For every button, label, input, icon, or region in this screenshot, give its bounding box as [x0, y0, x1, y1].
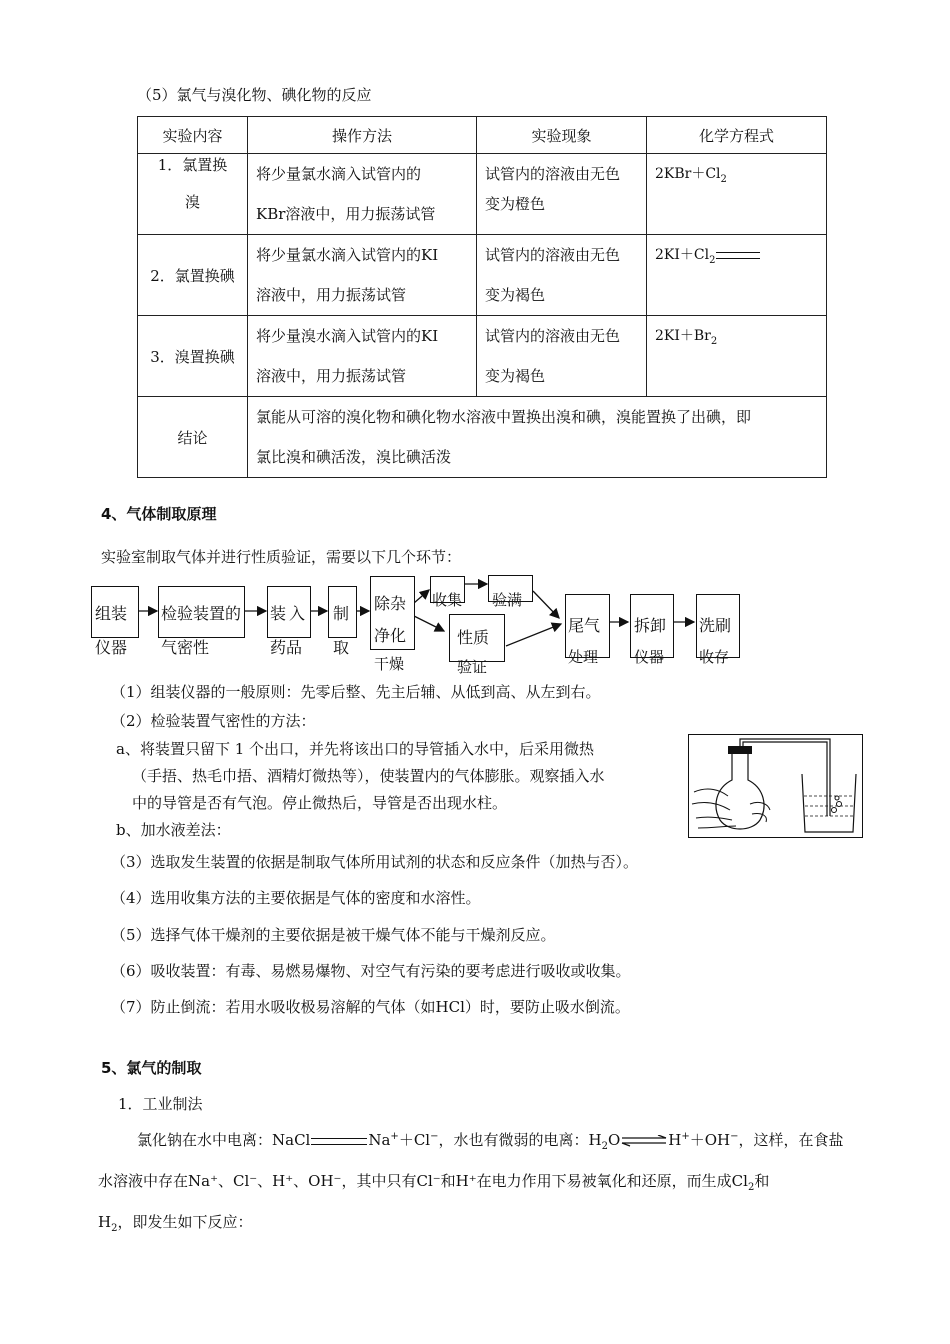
cell-text: 变为褐色	[485, 367, 546, 385]
cell-text: 溶液中，用力振荡试管	[256, 367, 407, 385]
point-2: （2）检验装置气密性的方法：	[111, 712, 316, 730]
flow-label: 仪器	[95, 638, 128, 657]
heading-4: 4、气体制取原理	[101, 505, 217, 523]
flow-label: 验满	[492, 591, 523, 609]
flow-label: 净化	[374, 626, 407, 645]
section-title: （5）氯气与溴化物、碘化物的反应	[137, 86, 372, 104]
cell-text: 1．氯置换	[157, 156, 228, 174]
point-2a-line3: 中的导管是否有气泡。停止微热后，导管是否出现水柱。	[132, 794, 508, 812]
cell-text: 试管内的溶液由无色	[485, 165, 621, 183]
cell-text: 3．溴置换碘	[150, 347, 235, 366]
flow-label: 洗刷	[699, 616, 732, 635]
equals-sign	[716, 252, 760, 259]
equation: $2KI+Cl_2$	[655, 235, 818, 275]
cell-text: 变为褐色	[485, 286, 546, 304]
cell-text: 溴	[184, 193, 200, 211]
flow-label: 装入	[270, 604, 309, 623]
table-header: 实验内容	[138, 117, 248, 154]
flow-label: 尾气	[568, 616, 601, 635]
table-header-row	[138, 117, 827, 154]
flow-label: 除杂	[374, 594, 407, 613]
flow-label: 药品	[270, 638, 303, 657]
flow-label: 制	[333, 604, 350, 623]
flow-label: 取	[333, 638, 350, 657]
intro-text: 实验室制取气体并进行性质验证，需要以下几个环节：	[101, 548, 462, 566]
flow-label: 收存	[699, 648, 730, 666]
point-3: （3）选取发生装置的依据是制取气体所用试剂的状态和反应条件（加热与否）。	[111, 853, 639, 871]
point-2a-line1: a、将装置只留下 1 个出口，并先将该出口的导管插入水中，后采用微热	[116, 740, 595, 758]
paragraph-line-3: $H_2$，即发生如下反应：	[98, 1213, 253, 1234]
table-header: 操作方法	[248, 117, 477, 154]
table-header: 实验现象	[477, 117, 647, 154]
equals-sign	[311, 1138, 367, 1145]
table-header: 化学方程式	[647, 117, 827, 154]
equation: $2KBr+Cl_2$	[655, 166, 727, 185]
airtightness-apparatus-illustration	[688, 734, 863, 838]
cell-text: 试管内的溶液由无色	[485, 327, 621, 345]
point-6: （6）吸收装置：有毒、易燃易爆物、对空气有污染的要考虑进行吸收或收集。	[111, 962, 631, 980]
reversible-arrow-icon	[620, 1135, 668, 1147]
flow-label: 验证	[457, 658, 488, 676]
conclusion-label: 结论	[177, 428, 208, 447]
point-2b: b、加水液差法：	[116, 821, 231, 839]
point-1: （1）组装仪器的一般原则：先零后整、先主后辅、从低到高、从左到右。	[111, 683, 601, 701]
table-row	[138, 235, 827, 316]
flow-label: 组装	[95, 604, 128, 623]
flow-label: 检验装置的	[161, 604, 242, 623]
cell-text: 将少量氯水滴入试管内的	[256, 165, 422, 183]
table-row-conclusion	[138, 397, 827, 478]
flow-label: 干燥	[374, 655, 405, 673]
cell-text: 将少量溴水滴入试管内的KI	[256, 327, 439, 345]
reaction-table	[137, 116, 827, 478]
table-row	[138, 154, 827, 235]
cell-text: 变为橙色	[485, 195, 546, 213]
heading-5: 5、氯气的制取	[101, 1059, 202, 1077]
conclusion-text: 氯比溴和碘活泼，溴比碘活泼	[256, 448, 452, 466]
paragraph-line-2: 水溶液中存在Na⁺、Cl⁻、H⁺、OH⁻，其中只有Cl⁻和H⁺在电力作用下易被氧化和还原，而生成$Cl_2$和	[98, 1172, 770, 1193]
flow-label: 处理	[568, 648, 599, 666]
point-7: （7）防止倒流：若用水吸收极易溶解的气体（如HCl）时，要防止吸水倒流。	[111, 998, 630, 1016]
table-row	[138, 316, 827, 397]
point-2a-line2: （手捂、热毛巾捂、酒精灯微热等），使装置内的气体膨胀。观察插入水	[132, 767, 605, 785]
conclusion-text: 氯能从可溶的溴化物和碘化物水溶液中置换出溴和碘，溴能置换了出碘，即	[256, 408, 752, 426]
cell-text: 溶液中，用力振荡试管	[256, 286, 407, 304]
paragraph-line-1: 氯化钠在水中电离：NaCl Na+＋Cl−，水也有微弱的电离：$H_2O$ H+＋OH−，这样，在食盐	[137, 1131, 844, 1152]
equation: $2KI+Br_2$	[655, 328, 718, 347]
cell-text: 将少量氯水滴入试管内的KI	[256, 246, 439, 264]
flow-label: 气密性	[161, 638, 210, 657]
flow-label: 拆卸	[634, 616, 667, 635]
flow-label: 性质	[457, 628, 490, 647]
point-5: （5）选择气体干燥剂的主要依据是被干燥气体不能与干燥剂反应。	[111, 926, 556, 944]
point-4: （4）选用收集方法的主要依据是气体的密度和水溶性。	[111, 889, 481, 907]
cell-text: 试管内的溶液由无色	[485, 246, 621, 264]
cell-text: 2．氯置换碘	[150, 266, 235, 285]
subheading-industrial: 1．工业制法	[118, 1095, 203, 1113]
flow-label: 仪器	[634, 648, 665, 666]
flow-label: 收集	[432, 591, 463, 609]
cell-text: KBr溶液中，用力振荡试管	[256, 205, 436, 223]
